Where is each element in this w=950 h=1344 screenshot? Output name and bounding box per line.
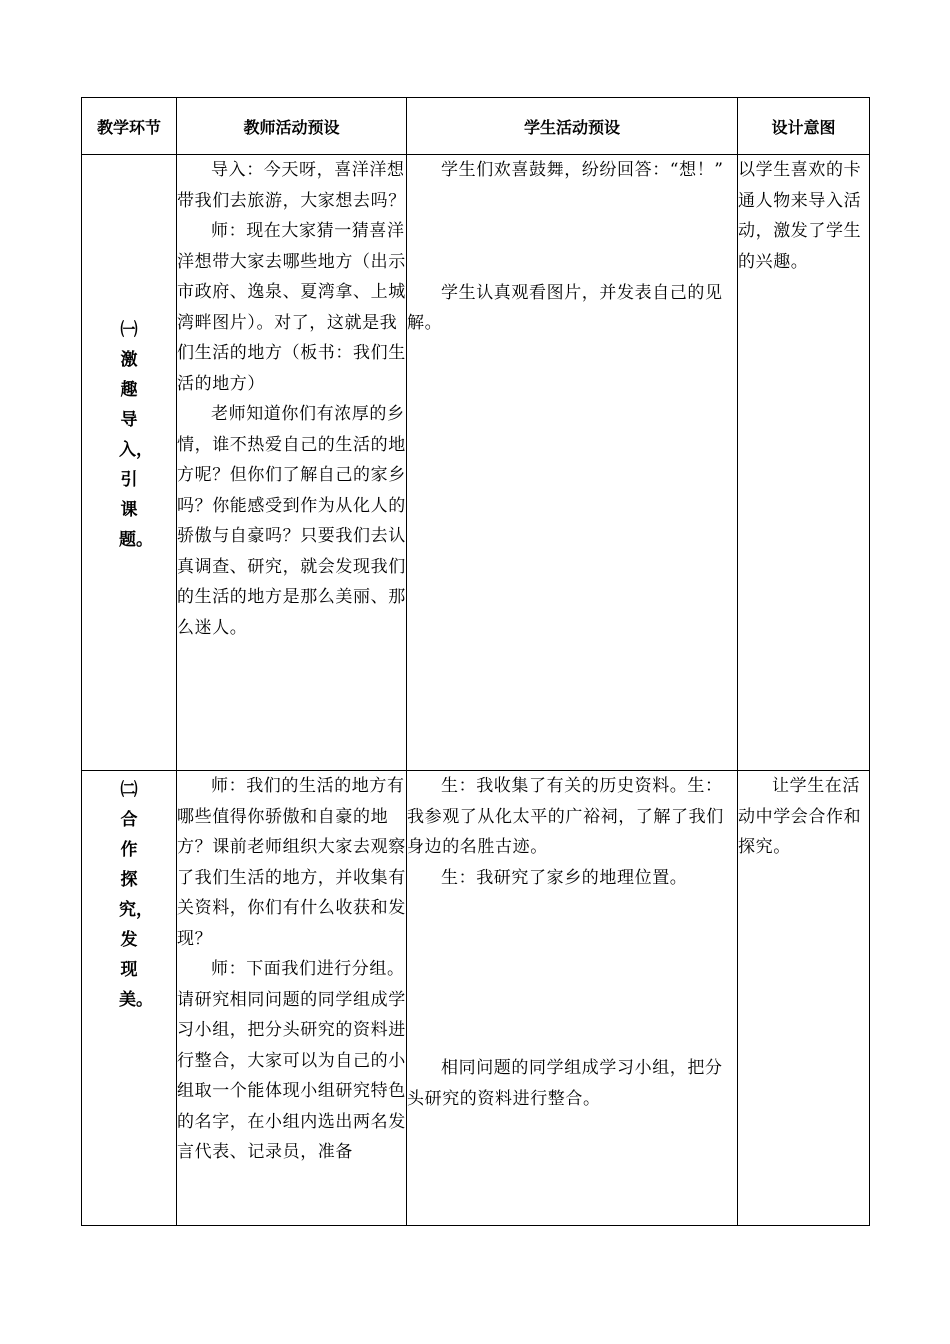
lesson-plan-table — [81, 97, 870, 1226]
stage-cell — [82, 771, 177, 1226]
header-student-activity: 学生活动预设 — [407, 98, 738, 155]
header-design-intent: 设计意图 — [738, 98, 870, 155]
teacher-paragraph: 师：我们的生活的地方有哪些值得你骄傲和自豪的地方？课前老师组织大家去观察了我们生活的地方，并收集有关资料，你们有什么收获和发现？ — [177, 776, 406, 949]
student-paragraph: 学生们欢喜鼓舞，纷纷回答：“想！” — [441, 160, 724, 180]
table-row — [82, 771, 870, 1226]
student-paragraph: 生：我收集了有关的历史资料。生：我参观了从化太平的广裕祠，了解了我们身边的名胜古迹。 — [407, 776, 724, 857]
student-activity-cell — [407, 155, 738, 771]
teacher-paragraph: 师：现在大家猜一猜喜洋洋想带大家去哪些地方（出示市政府、逸泉、夏湾拿、上城湾畔图片）。对了，这就是我们生活的地方（板书：我们生活的地方） — [177, 221, 406, 394]
teacher-paragraph: 师：下面我们进行分组。请研究相同问题的同学组成学习小组，把分头研究的资料进行整合，大家可以为自己的小组取一个能体现小组研究特色的名字，在小组内选出两名发言代表、记录员，准备 — [177, 959, 406, 1162]
teacher-paragraph: 老师知道你们有浓厚的乡情，谁不热爱自己的生活的地方呢？但你们了解自己的家乡吗？你能感受到作为从化人的骄傲与自豪吗？只要我们去认真调查、研究，就会发现我们的生活的地方是那么美丽、那么迷人。 — [177, 404, 406, 638]
design-intent-cell — [738, 771, 870, 1226]
header-stage: 教学环节 — [82, 98, 177, 155]
teacher-activity-cell — [177, 771, 407, 1226]
teacher-paragraph: 导入：今天呀，喜洋洋想带我们去旅游，大家想去吗？ — [177, 160, 406, 211]
table-row — [82, 155, 870, 771]
student-activity-cell — [407, 771, 738, 1226]
intent-text: 以学生喜欢的卡通人物来导入活动，激发了学生的兴趣。 — [738, 160, 862, 272]
stage-label: ㈡合作探究，发现美。 — [119, 780, 153, 1010]
student-paragraph: 学生认真观看图片，并发表自己的见解。 — [407, 282, 723, 333]
intent-text: 让学生在活动中学会合作和探究。 — [738, 776, 862, 857]
header-teacher-activity: 教师活动预设 — [177, 98, 407, 155]
teacher-activity-cell — [177, 155, 407, 771]
stage-cell — [82, 155, 177, 771]
student-paragraph: 相同问题的同学组成学习小组，把分头研究的资料进行整合。 — [407, 1058, 723, 1109]
design-intent-cell — [738, 155, 870, 771]
stage-label: ㈠激趣导入，引课题。 — [119, 320, 153, 550]
header-row — [82, 98, 870, 155]
student-paragraph: 生：我研究了家乡的地理位置。 — [441, 867, 688, 888]
